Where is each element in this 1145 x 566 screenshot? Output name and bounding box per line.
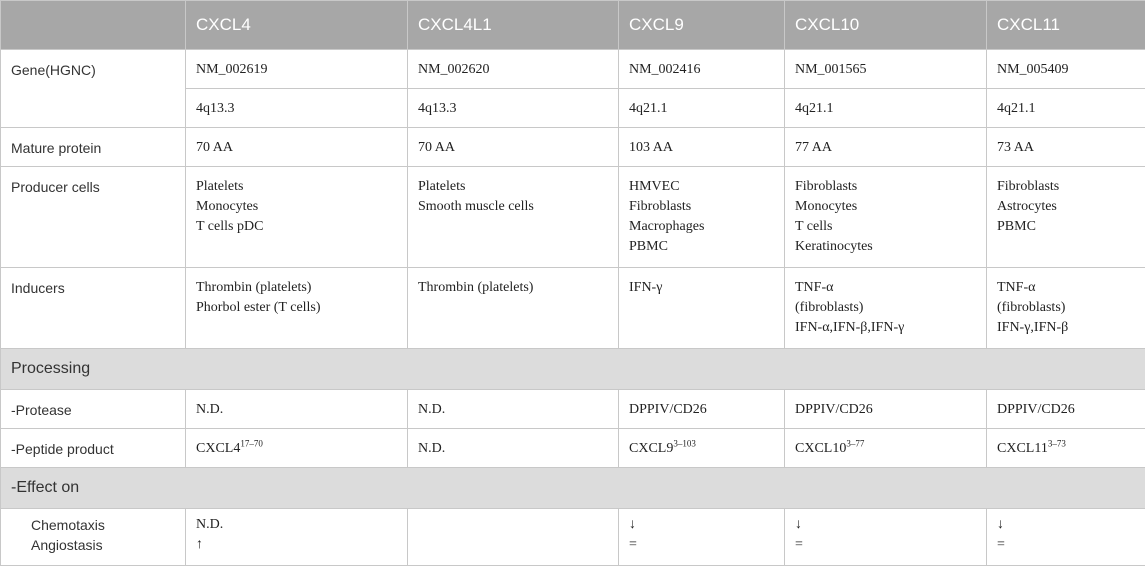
peptide-range: 3–103 bbox=[673, 438, 696, 448]
table-cell bbox=[785, 509, 987, 566]
cell-line: TNF-α bbox=[795, 278, 976, 298]
table-cell: NM_001565 bbox=[785, 50, 987, 89]
table-cell bbox=[785, 429, 987, 468]
row-label-gene: Gene(HGNC) bbox=[1, 50, 186, 128]
table-cell: NM_002620 bbox=[408, 50, 619, 89]
table-cell: 73 AA bbox=[987, 128, 1145, 167]
table-row-mature-protein bbox=[1, 128, 1145, 167]
row-label-inducers: Inducers bbox=[1, 268, 186, 349]
cell-line: IFN-α,IFN-β,IFN-γ bbox=[795, 318, 976, 338]
effect-angiostasis: ↑ bbox=[196, 535, 397, 555]
peptide-name: CXCL10 bbox=[795, 441, 846, 456]
header-corner bbox=[1, 1, 186, 50]
table-cell: NM_002619 bbox=[186, 50, 408, 89]
table-cell bbox=[408, 167, 619, 268]
table-cell bbox=[408, 429, 619, 468]
peptide-range: 3–73 bbox=[1048, 438, 1066, 448]
table-cell: 4q21.1 bbox=[785, 89, 987, 128]
header-cxcl4l1: CXCL4L1 bbox=[408, 1, 619, 50]
cell-line: Fibroblasts bbox=[629, 197, 774, 217]
effect-chemotaxis bbox=[418, 515, 608, 535]
effect-chemotaxis: N.D. bbox=[196, 515, 397, 535]
table-cell: 70 AA bbox=[408, 128, 619, 167]
cell-line: Platelets bbox=[418, 177, 608, 197]
table-cell bbox=[619, 509, 785, 566]
table-row-inducers bbox=[1, 268, 1145, 349]
cell-line: Macrophages bbox=[629, 217, 774, 237]
cell-line: IFN-γ,IFN-β bbox=[997, 318, 1135, 338]
table-cell: 77 AA bbox=[785, 128, 987, 167]
table-row-peptide-product bbox=[1, 429, 1145, 468]
table-cell: DPPIV/CD26 bbox=[785, 390, 987, 429]
table-cell bbox=[186, 167, 408, 268]
effect-chemotaxis: ↓ bbox=[795, 515, 976, 535]
cell-line: Monocytes bbox=[196, 197, 397, 217]
table-row-protease bbox=[1, 390, 1145, 429]
section-row-effect-on bbox=[1, 468, 1145, 509]
section-label-effect-on: -Effect on bbox=[1, 468, 1145, 509]
header-cxcl4: CXCL4 bbox=[186, 1, 408, 50]
table-cell bbox=[785, 268, 987, 349]
table-cell: 4q13.3 bbox=[186, 89, 408, 128]
table-row-effects bbox=[1, 509, 1145, 566]
table-cell: 70 AA bbox=[186, 128, 408, 167]
cell-line: (fibroblasts) bbox=[795, 298, 976, 318]
table-cell: 4q21.1 bbox=[619, 89, 785, 128]
table-cell: NM_005409 bbox=[987, 50, 1145, 89]
cell-line: T cells bbox=[795, 217, 976, 237]
peptide-range: 3–77 bbox=[846, 438, 864, 448]
table-cell: NM_002416 bbox=[619, 50, 785, 89]
table-cell bbox=[408, 509, 619, 566]
table-cell bbox=[186, 268, 408, 349]
effect-chemotaxis: ↓ bbox=[629, 515, 774, 535]
row-label-protease: -Protease bbox=[1, 390, 186, 429]
table-cell bbox=[619, 167, 785, 268]
table-row-producer-cells bbox=[1, 167, 1145, 268]
cell-line: PBMC bbox=[629, 237, 774, 257]
table-cell bbox=[619, 429, 785, 468]
table-cell: 4q21.1 bbox=[987, 89, 1145, 128]
peptide-name: CXCL4 bbox=[196, 441, 240, 456]
header-row bbox=[1, 1, 1145, 50]
cell-line: Monocytes bbox=[795, 197, 976, 217]
cell-line: Fibroblasts bbox=[795, 177, 976, 197]
cell-line: Thrombin (platelets) bbox=[418, 278, 608, 298]
row-label-peptide-product: -Peptide product bbox=[1, 429, 186, 468]
cell-line: (fibroblasts) bbox=[997, 298, 1135, 318]
cell-line: Astrocytes bbox=[997, 197, 1135, 217]
table-row-gene-accession bbox=[1, 50, 1145, 89]
table-cell bbox=[619, 268, 785, 349]
table-cell bbox=[987, 268, 1145, 349]
table-cell: N.D. bbox=[186, 390, 408, 429]
section-row-processing bbox=[1, 349, 1145, 390]
table-cell bbox=[785, 167, 987, 268]
table-cell bbox=[987, 167, 1145, 268]
peptide-name: CXCL11 bbox=[997, 441, 1048, 456]
table-cell bbox=[186, 509, 408, 566]
cell-line: PBMC bbox=[997, 217, 1135, 237]
cell-line: Thrombin (platelets) bbox=[196, 278, 397, 298]
cell-line: Smooth muscle cells bbox=[418, 197, 608, 217]
table-cell bbox=[186, 429, 408, 468]
cell-line: TNF-α bbox=[997, 278, 1135, 298]
table-cell bbox=[987, 509, 1145, 566]
cell-line: IFN-γ bbox=[629, 278, 774, 298]
effect-angiostasis bbox=[418, 535, 608, 555]
table-cell: 103 AA bbox=[619, 128, 785, 167]
row-label-producer-cells: Producer cells bbox=[1, 167, 186, 268]
cell-line: Fibroblasts bbox=[997, 177, 1135, 197]
cell-line: HMVEC bbox=[629, 177, 774, 197]
peptide-name: CXCL9 bbox=[629, 441, 673, 456]
table-cell: DPPIV/CD26 bbox=[619, 390, 785, 429]
effect-chemotaxis: ↓ bbox=[997, 515, 1135, 535]
peptide-name: N.D. bbox=[418, 441, 445, 456]
table-cell bbox=[408, 268, 619, 349]
effect-angiostasis: = bbox=[997, 535, 1135, 555]
header-cxcl10: CXCL10 bbox=[785, 1, 987, 50]
effect-label-angiostasis: Angiostasis bbox=[11, 535, 175, 555]
effect-angiostasis: = bbox=[795, 535, 976, 555]
row-label-mature-protein: Mature protein bbox=[1, 128, 186, 167]
cell-line: T cells pDC bbox=[196, 217, 397, 237]
header-cxcl9: CXCL9 bbox=[619, 1, 785, 50]
table-cell: N.D. bbox=[408, 390, 619, 429]
section-label-processing: Processing bbox=[1, 349, 1145, 390]
table-cell: DPPIV/CD26 bbox=[987, 390, 1145, 429]
row-label-effects bbox=[1, 509, 186, 566]
peptide-range: 17–70 bbox=[240, 438, 263, 448]
cell-line: Platelets bbox=[196, 177, 397, 197]
table-cell bbox=[987, 429, 1145, 468]
effect-angiostasis: = bbox=[629, 535, 774, 555]
cell-line: Keratinocytes bbox=[795, 237, 976, 257]
table-cell: 4q13.3 bbox=[408, 89, 619, 128]
effect-label-chemotaxis: Chemotaxis bbox=[11, 515, 175, 535]
header-cxcl11: CXCL11 bbox=[987, 1, 1145, 50]
cell-line: Phorbol ester (T cells) bbox=[196, 298, 397, 318]
